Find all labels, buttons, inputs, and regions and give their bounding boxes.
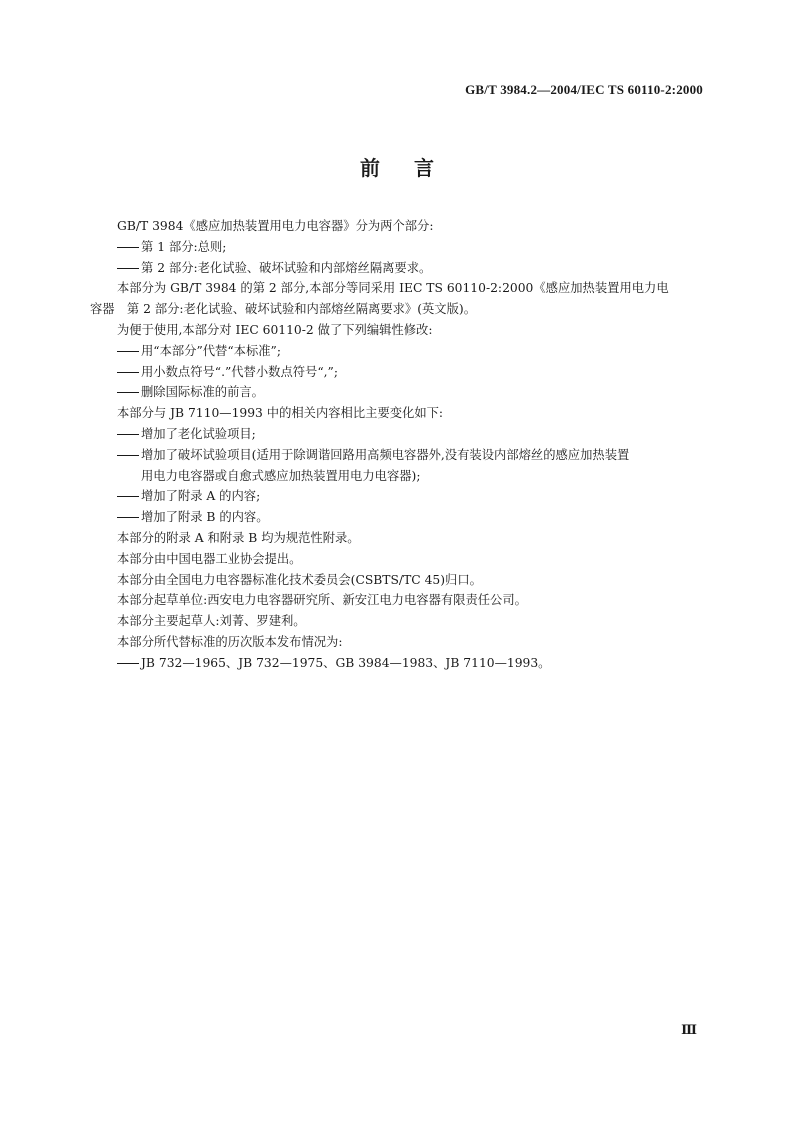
list-item-text: JB 732—1965、JB 732—1975、GB 3984—1983、JB 7110—1993。 (141, 655, 551, 670)
paragraph-equivalence-line2: 容器 第 2 部分:老化试验、破坏试验和内部熔丝隔离要求》(英文版)。 (90, 302, 476, 317)
list-item-edit2 (90, 362, 706, 383)
list-item-text: 增加了老化试验项目; (141, 426, 256, 441)
dash-marker (117, 382, 141, 403)
foreword-body (90, 216, 706, 674)
dash-marker (117, 341, 141, 362)
dash-marker (117, 424, 141, 445)
paragraph-drafting-units: 本部分起草单位:西安电力电容器研究所、新安江电力电容器有限责任公司。 (117, 593, 527, 608)
list-item-text: 增加了附录 B 的内容。 (141, 510, 269, 525)
paragraph-history-intro: 本部分所代替标准的历次版本发布情况为: (117, 634, 343, 649)
page-title: 前言 (360, 156, 468, 180)
dash-marker (117, 653, 141, 674)
list-item-change2 (90, 445, 706, 466)
paragraph-change-intro: 本部分与 JB 7110—1993 中的相关内容相比主要变化如下: (117, 406, 444, 421)
page-number: Ⅲ (681, 1022, 697, 1037)
list-item-text: 第 1 部分:总则; (141, 239, 227, 254)
list-item-history (90, 653, 706, 674)
list-item-part1 (90, 237, 706, 258)
list-item-text: 用“本部分”代替“本标准”; (141, 343, 281, 358)
list-item-part2 (90, 258, 706, 279)
list-item-text: 删除国际标准的前言。 (141, 385, 264, 400)
list-item-edit1 (90, 341, 706, 362)
list-item-change3 (90, 486, 706, 507)
dash-marker (117, 486, 141, 507)
list-item-text: 增加了破坏试验项目(适用于除调谐回路用高频电容器外,没有装设内部熔丝的感应加热装置 (141, 447, 630, 462)
dash-marker (117, 362, 141, 383)
dash-marker (117, 258, 141, 279)
paragraph-equivalence-line1: 本部分为 GB/T 3984 的第 2 部分,本部分等同采用 IEC TS 60110-2:2000《感应加热装置用电力电 (117, 281, 669, 296)
paragraph-proposed: 本部分由中国电器工业协会提出。 (117, 551, 302, 566)
paragraph-centralized: 本部分由全国电力电容器标准化技术委员会(CSBTS/TC 45)归口。 (117, 572, 482, 587)
dash-marker (117, 445, 141, 466)
list-item-text: 用小数点符号“.”代替小数点符号“,”; (141, 364, 338, 379)
list-item-text: 第 2 部分:老化试验、破坏试验和内部熔丝隔离要求。 (141, 260, 432, 275)
standard-code: GB/T 3984.2—2004/IEC TS 60110-2:2000 (465, 82, 703, 97)
dash-marker (117, 237, 141, 258)
paragraph-edit-intro: 为便于使用,本部分对 IEC 60110-2 做了下列编辑性修改: (117, 322, 433, 337)
list-item-change4 (90, 507, 706, 528)
paragraph-drafters: 本部分主要起草人:刘菁、罗建利。 (117, 614, 306, 629)
dash-marker (117, 507, 141, 528)
list-item-text: 增加了附录 A 的内容; (141, 489, 261, 504)
paragraph-intro: GB/T 3984《感应加热装置用电力电容器》分为两个部分: (117, 219, 434, 233)
list-item-change1 (90, 424, 706, 445)
list-item-change2-continuation: 用电力电容器或自愈式感应加热装置用电力电容器); (141, 468, 421, 483)
paragraph-annex: 本部分的附录 A 和附录 B 均为规范性附录。 (117, 530, 360, 545)
list-item-edit3 (90, 382, 706, 403)
